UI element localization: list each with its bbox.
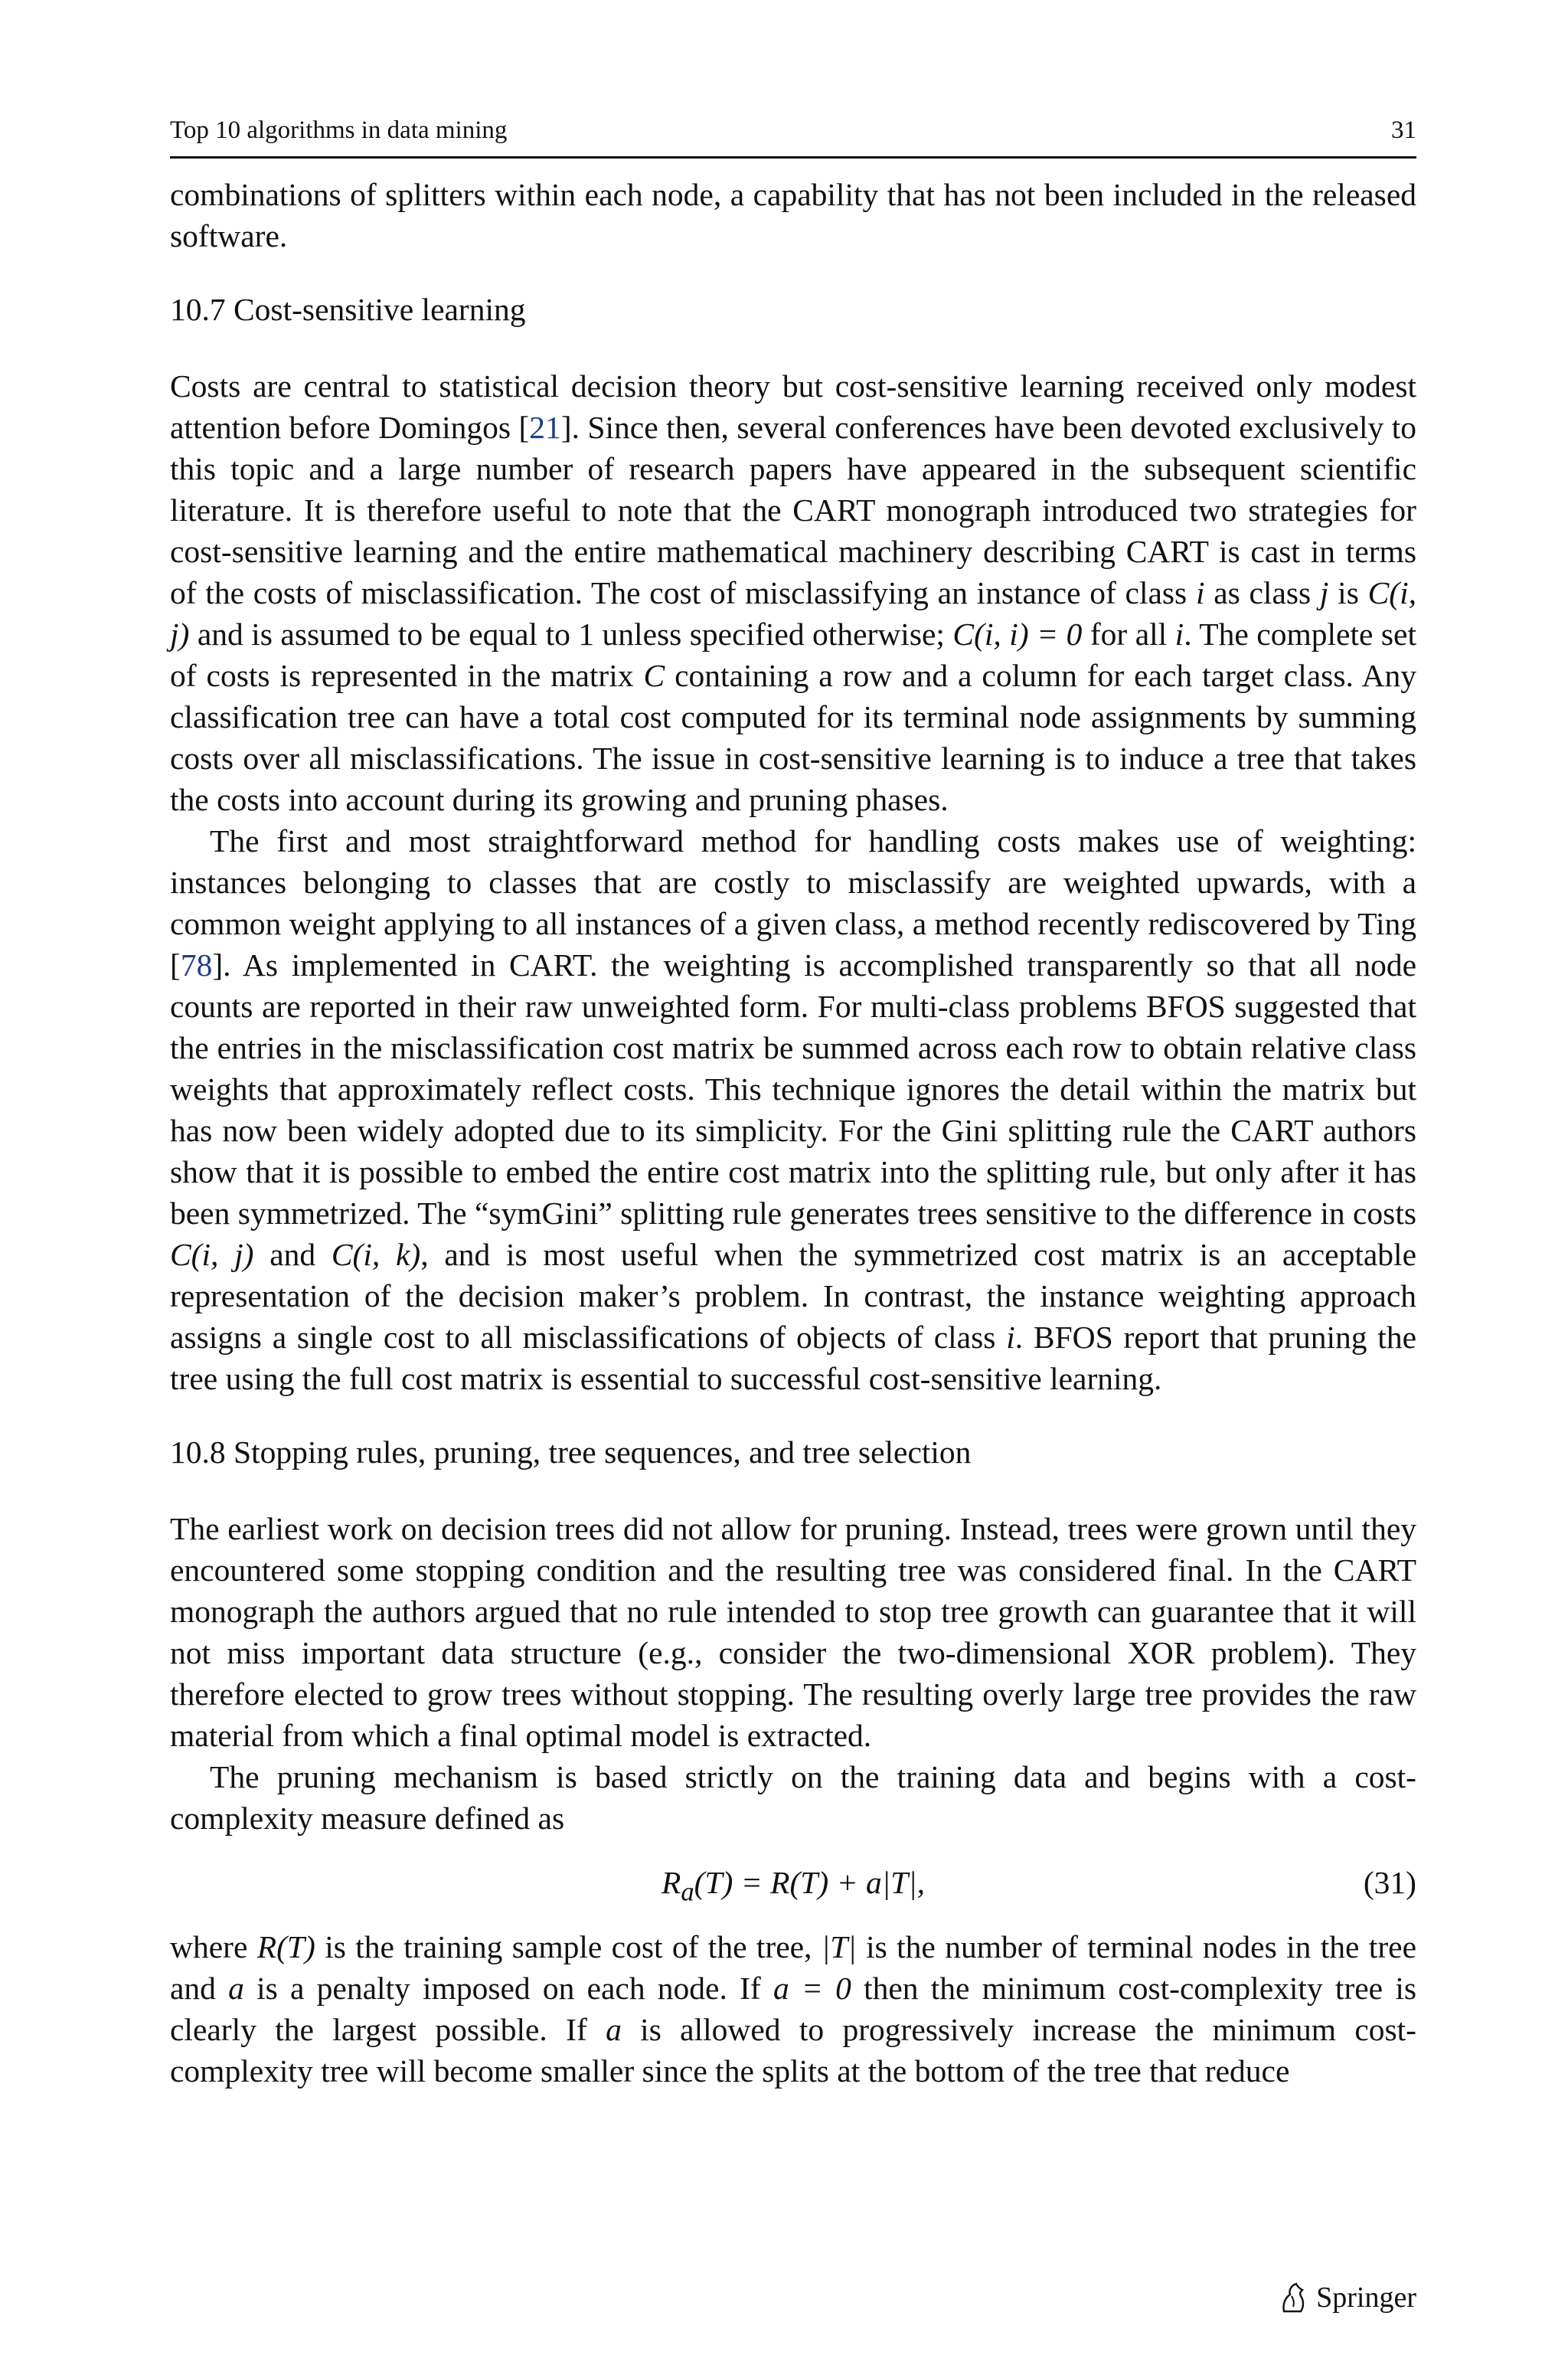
paragraph-10-7-1: Costs are central to statistical decision theory but cost-sensitive learning received only modest attention before Domingos [21]. Since then, several conferences have been devoted exclusively to this topic and a large number of research papers have appeared in the subsequent scientific literature. It is therefore useful to note that the CART monograph introduced two strategies for cost-sensitive learning and the entire mathematical machinery describing CART is cast in terms of the costs of misclassification. The cost of misclassifying an instance of class i as class j is C(i, j) and is assumed to be equal to 1 unless specified otherwise; C(i, i) = 0 for all i. The complete set of costs is represented in the matrix C containing a row and a column for each target class. Any classification tree can have a total cost computed for its terminal node assignments by summing costs over all misclassifications. The issue in cost-sensitive learning is to induce a tree that takes the costs into account during its growing and pruning phases. [170, 368, 1416, 817]
publisher-name: Springer [1316, 2282, 1416, 2314]
publisher-footer [1278, 2281, 1416, 2314]
page [170, 115, 1416, 2092]
intro-paragraph: combinations of splitters within each node, a capability that has not been included in the released software. [170, 177, 1416, 254]
paragraph-10-7-2: The first and most straightforward method for handling costs makes use of weighting: instances belonging to classes that are costly to misclassify are weighted upwards, with a common weight applying to all instances of a given class, a method recently rediscovered by Ting [78]. As implemented in CART. the weighting is accomplished transparently so that all node counts are reported in their raw unweighted form. For multi-class problems BFOS suggested that the entries in the misclassification cost matrix be summed across each row to obtain relative class weights that approximately reflect costs. This technique ignores the detail within the matrix but has now been widely adopted due to its simplicity. For the Gini splitting rule the CART authors show that it is possible to embed the entire cost matrix into the splitting rule, but only after it has been symmetrized. The “symGini” splitting rule generates trees sensitive to the difference in costs C(i, j) and C(i, k), and is most useful when the symmetrized cost matrix is an acceptable representation of the decision maker’s problem. In contrast, the instance weighting approach assigns a single cost to all misclassifications of objects of class i. BFOS report that pruning the tree using the full cost matrix is essential to successful cost-sensitive learning. [170, 823, 1417, 1396]
page-number: 31 [1391, 116, 1416, 144]
section-heading-10-8: 10.8 Stopping rules, pruning, tree sequences, and tree selection [170, 1434, 972, 1470]
citation-link[interactable]: 21 [529, 410, 561, 445]
equation-31 [170, 1862, 1416, 1907]
paragraph-10-8-2: The pruning mechanism is based strictly on the training data and begins with a cost-complexity measure defined as [170, 1759, 1416, 1836]
paragraph-10-8-3: where R(T) is the training sample cost of the tree, |T| is the number of terminal nodes in the tree and a is a penalty imposed on each node. If a = 0 then the minimum cost-complexity tree is clearly the largest possible. If a is allowed to progressively increase the minimum cost-complexity tree will become smaller since the splits at the bottom of the tree that reduce [170, 1929, 1416, 2089]
citation-link[interactable]: 78 [180, 947, 213, 983]
equation-body: $R_a(T) = R(T) + a|T|$, [662, 1865, 925, 1907]
section-heading-10-7: 10.7 Cost-sensitive learning [170, 292, 526, 327]
paragraph-10-8-1: The earliest work on decision trees did not allow for pruning. Instead, trees were grown until they encountered some stopping condition and the resulting tree was considered final. In the CART monograph the authors argued that no rule intended to stop tree growth can guarantee that it will not miss important data structure (e.g., consider the two-dimensional XOR problem). They therefore elected to grow trees without stopping. The resulting overly large tree provides the raw material from which a final optimal model is extracted. [170, 1511, 1416, 1753]
body-text [170, 174, 1416, 2092]
springer-horse-icon [1278, 2281, 1308, 2314]
running-head [170, 115, 1416, 159]
running-title: Top 10 algorithms in data mining [170, 116, 508, 144]
equation-number: (31) [1363, 1865, 1416, 1900]
